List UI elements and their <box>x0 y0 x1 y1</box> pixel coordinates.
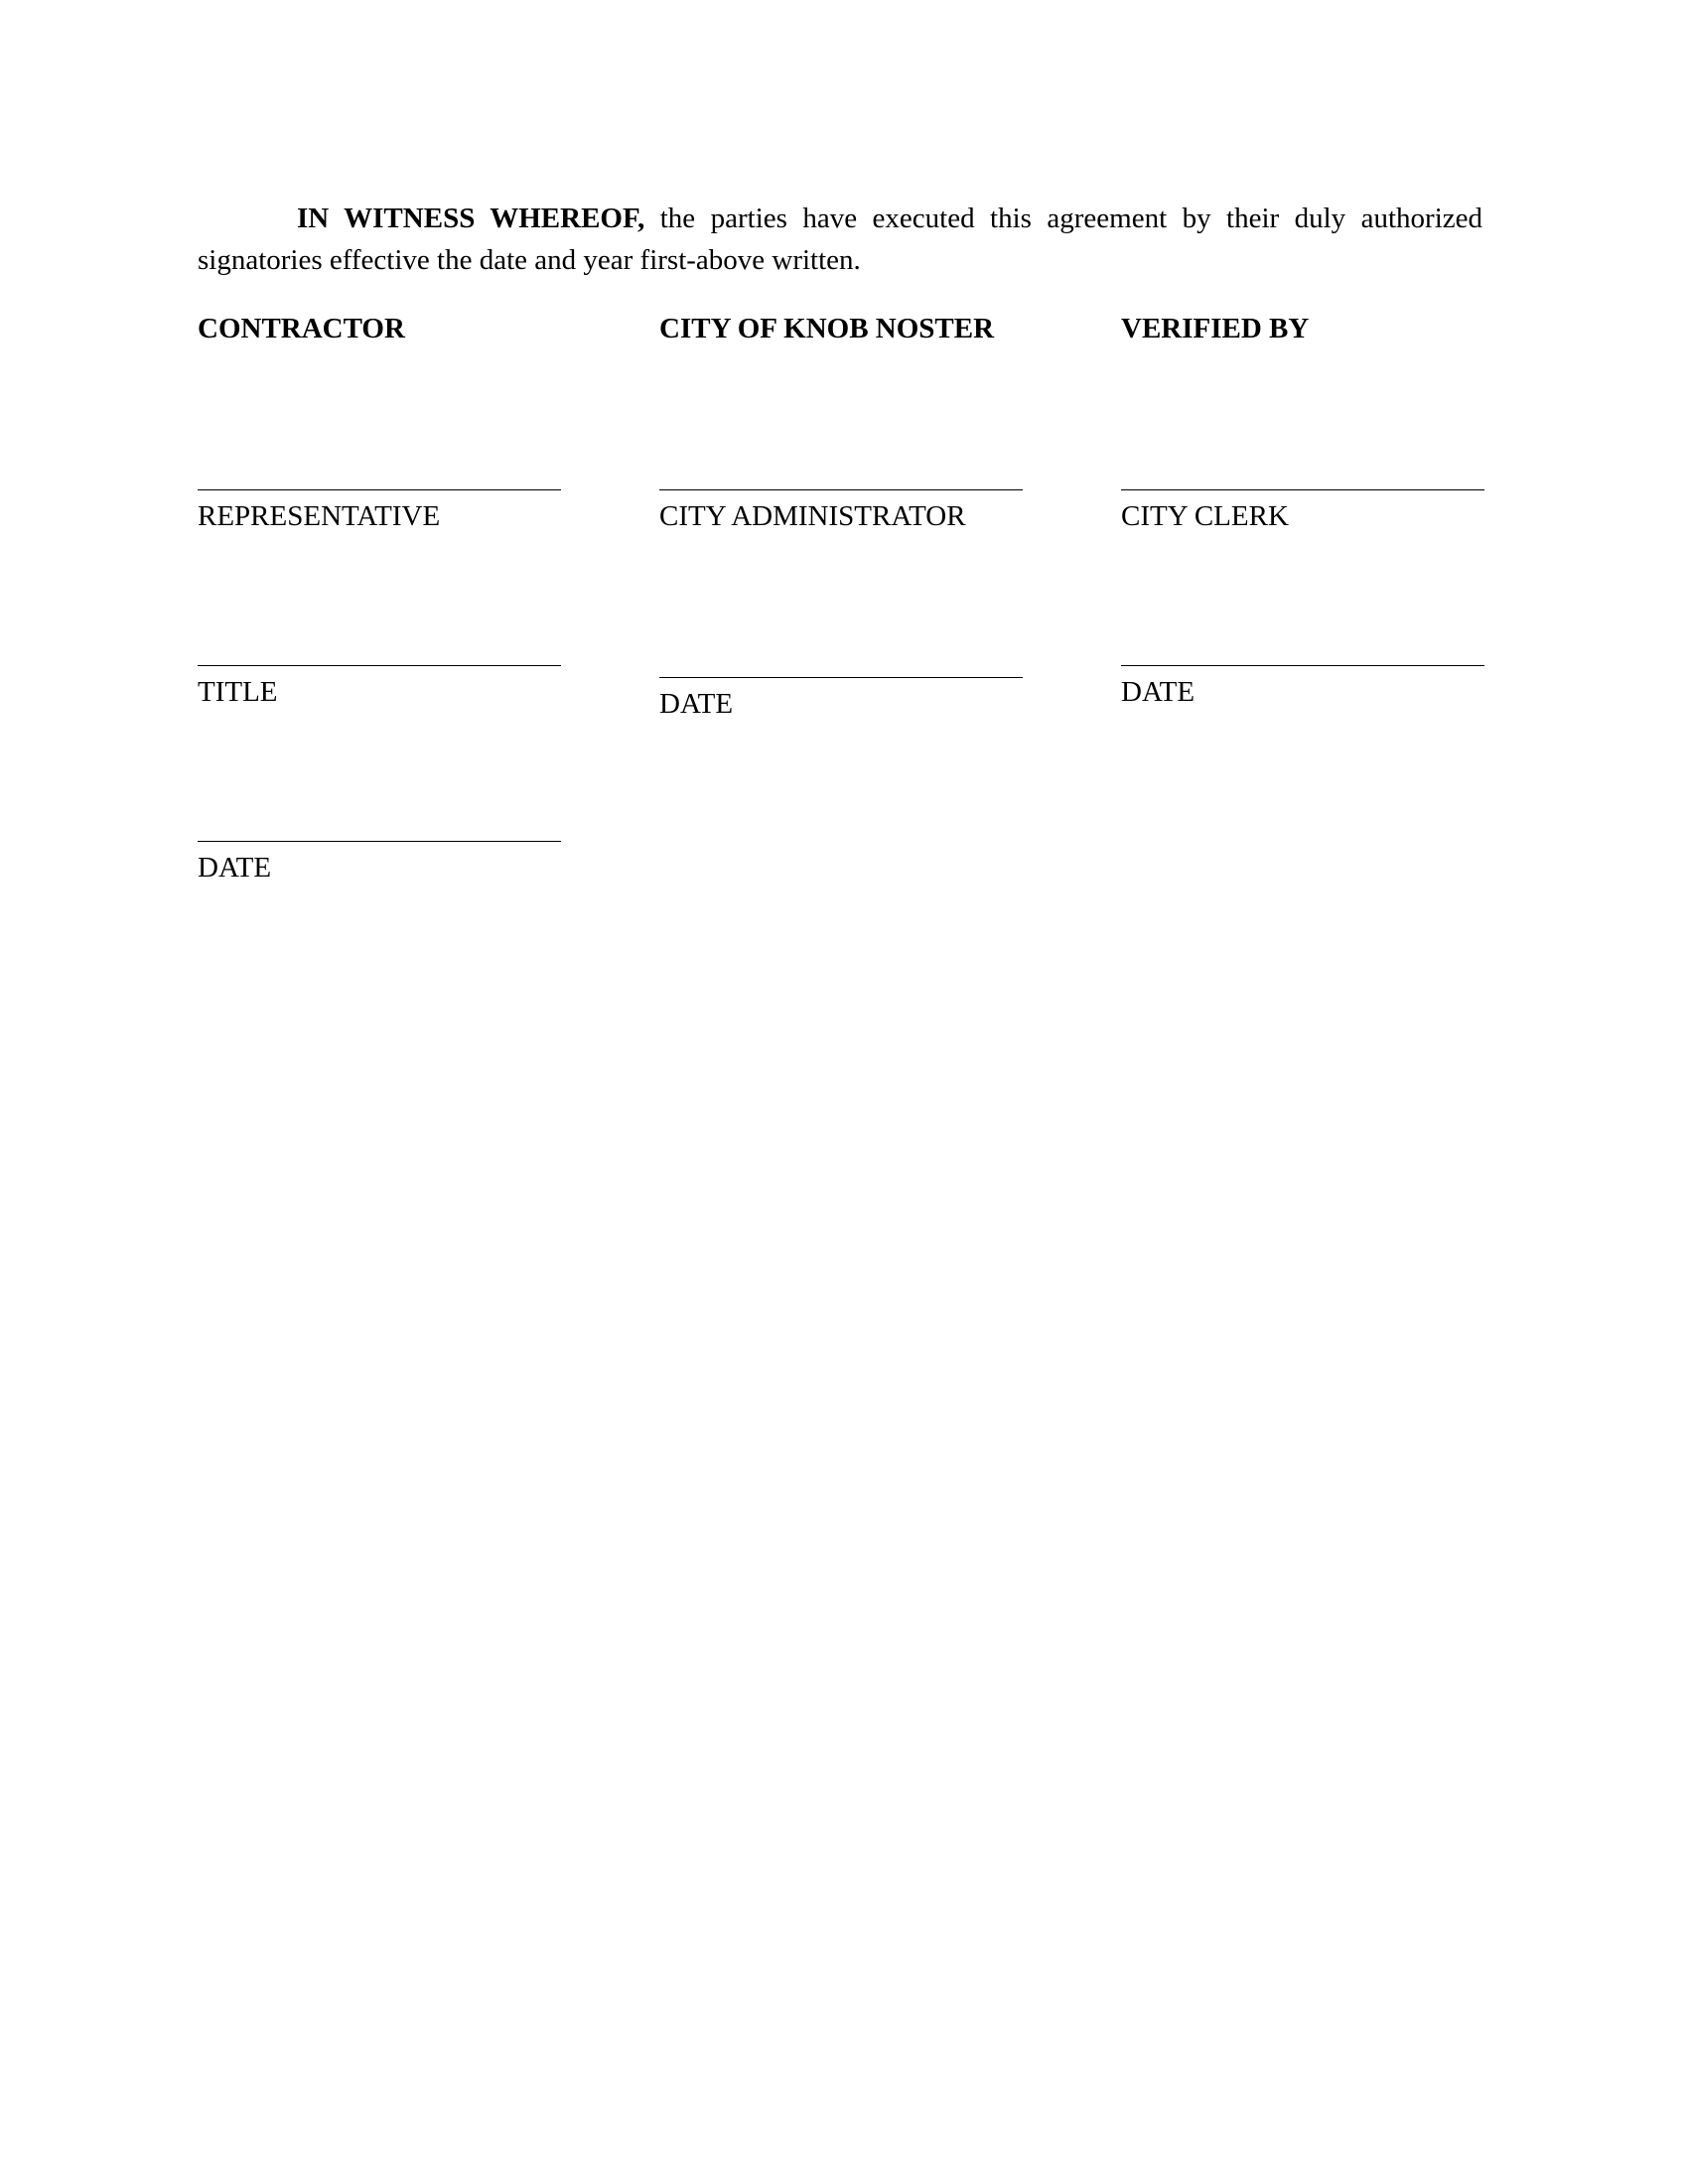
clerk-date-label: DATE <box>1121 676 1196 708</box>
witness-text: the parties have executed this agreement by their duly authorized signatories effective the date and year first-above written. <box>198 203 1482 276</box>
witness-paragraph <box>198 198 1482 281</box>
title-label: TITLE <box>198 676 278 708</box>
city-administrator-label: CITY ADMINISTRATOR <box>659 500 966 532</box>
clerk-date-line[interactable] <box>1121 665 1484 666</box>
city-heading: CITY OF KNOB NOSTER <box>659 313 995 344</box>
city-clerk-signature-line[interactable] <box>1121 489 1484 490</box>
representative-label: REPRESENTATIVE <box>198 500 441 532</box>
city-administrator-signature-line[interactable] <box>659 489 1023 490</box>
city-clerk-label: CITY CLERK <box>1121 500 1289 532</box>
representative-signature-line[interactable] <box>198 489 561 490</box>
city-date-label: DATE <box>659 688 734 720</box>
city-date-line[interactable] <box>659 677 1023 678</box>
verified-by-heading: VERIFIED BY <box>1121 313 1310 344</box>
title-signature-line[interactable] <box>198 665 561 666</box>
contractor-date-line[interactable] <box>198 841 561 842</box>
contractor-date-label: DATE <box>198 852 272 884</box>
contractor-heading: CONTRACTOR <box>198 313 405 344</box>
witness-lead: IN WITNESS WHEREOF, <box>297 203 645 234</box>
